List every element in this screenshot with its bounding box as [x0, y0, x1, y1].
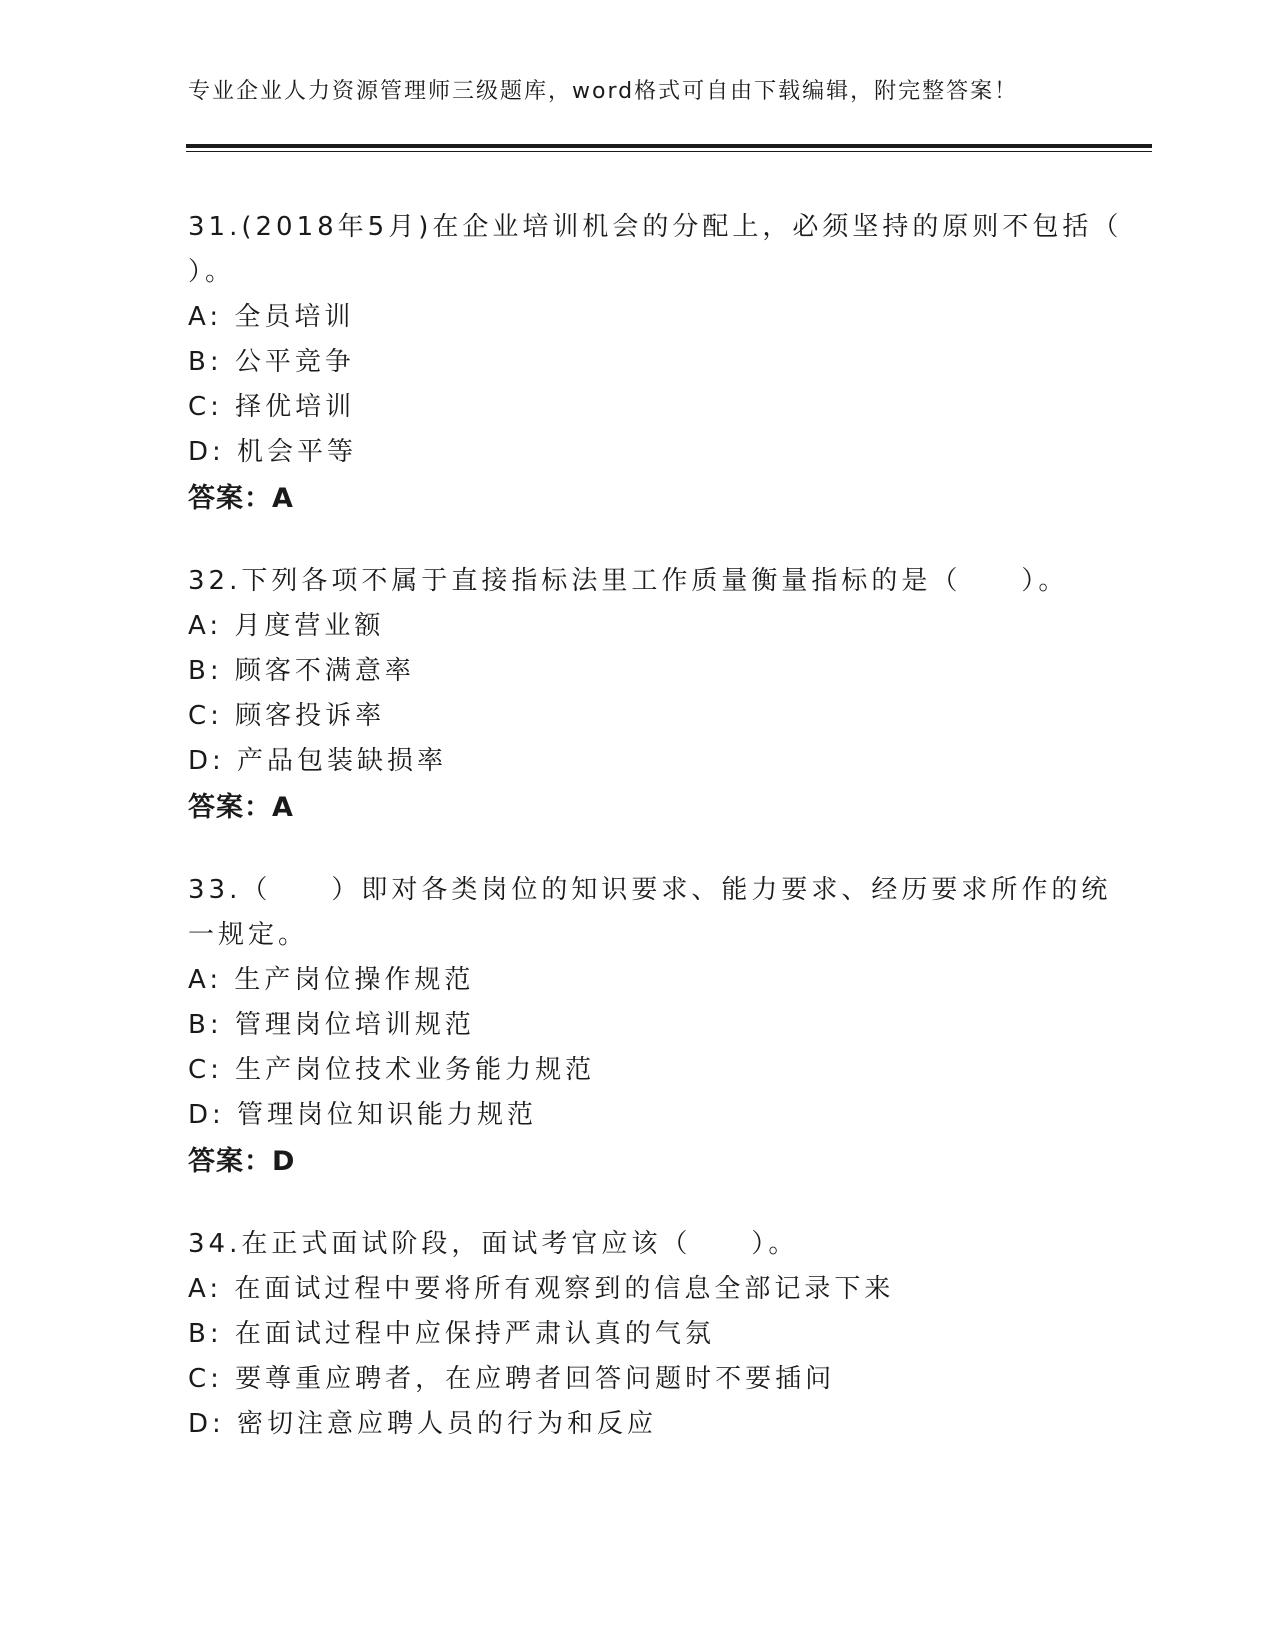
- option-d: D: 管理岗位知识能力规范: [188, 1100, 538, 1130]
- header-rule-thick: [186, 144, 1152, 148]
- option-d: D: 机会平等: [188, 437, 358, 467]
- answer: 答案：A: [188, 792, 294, 823]
- option-list: [188, 1267, 1088, 1447]
- stem-line: 32.下列各项不属于直接指标法里工作质量衡量指标的是（ ）。: [188, 566, 1069, 596]
- option-list: [188, 958, 1088, 1138]
- option-list: [188, 604, 1088, 784]
- answer: 答案：D: [188, 1146, 296, 1177]
- question-32: [188, 559, 1088, 832]
- option-c: C: 择优培训: [188, 392, 356, 422]
- option-b: B: 管理岗位培训规范: [188, 1010, 475, 1040]
- stem-line: 33.（ ）即对各类岗位的知识要求、能力要求、经历要求所作的统: [188, 875, 1112, 905]
- stem-line: 34.在正式面试阶段，面试考官应该（ ）。: [188, 1229, 799, 1259]
- option-b: B: 顾客不满意率: [188, 656, 415, 686]
- answer: 答案：A: [188, 483, 294, 514]
- option-a: A: 全员培训: [188, 302, 355, 332]
- option-a: A: 在面试过程中要将所有观察到的信息全部记录下来: [188, 1274, 895, 1304]
- option-a: A: 月度营业额: [188, 611, 385, 641]
- question-stem: [188, 559, 1088, 604]
- question-stem: [188, 205, 1123, 295]
- option-c: C: 生产岗位技术业务能力规范: [188, 1055, 596, 1085]
- stem-line: 31.(2018年5月)在企业培训机会的分配上，必须坚持的原则不包括（: [188, 212, 1123, 242]
- header-rule-thin: [186, 151, 1152, 152]
- option-a: A: 生产岗位操作规范: [188, 965, 475, 995]
- question-stem: [188, 868, 1112, 958]
- option-d: D: 密切注意应聘人员的行为和反应: [188, 1409, 658, 1439]
- option-c: C: 要尊重应聘者，在应聘者回答问题时不要插问: [188, 1364, 836, 1394]
- option-b: B: 公平竞争: [188, 347, 355, 377]
- stem-line: ）。: [188, 257, 236, 287]
- question-31: [188, 205, 1123, 523]
- question-list: [188, 205, 1123, 1483]
- question-33: [188, 868, 1112, 1186]
- page-header: 专业企业人力资源管理师三级题库，word格式可自由下载编辑，附完整答案！: [188, 79, 1019, 104]
- question-34: [188, 1222, 1088, 1447]
- option-d: D: 产品包装缺损率: [188, 746, 448, 776]
- option-list: [188, 295, 1088, 475]
- option-c: C: 顾客投诉率: [188, 701, 386, 731]
- option-b: B: 在面试过程中应保持严肃认真的气氛: [188, 1319, 715, 1349]
- question-stem: [188, 1222, 1088, 1267]
- stem-line: 一规定。: [188, 920, 309, 950]
